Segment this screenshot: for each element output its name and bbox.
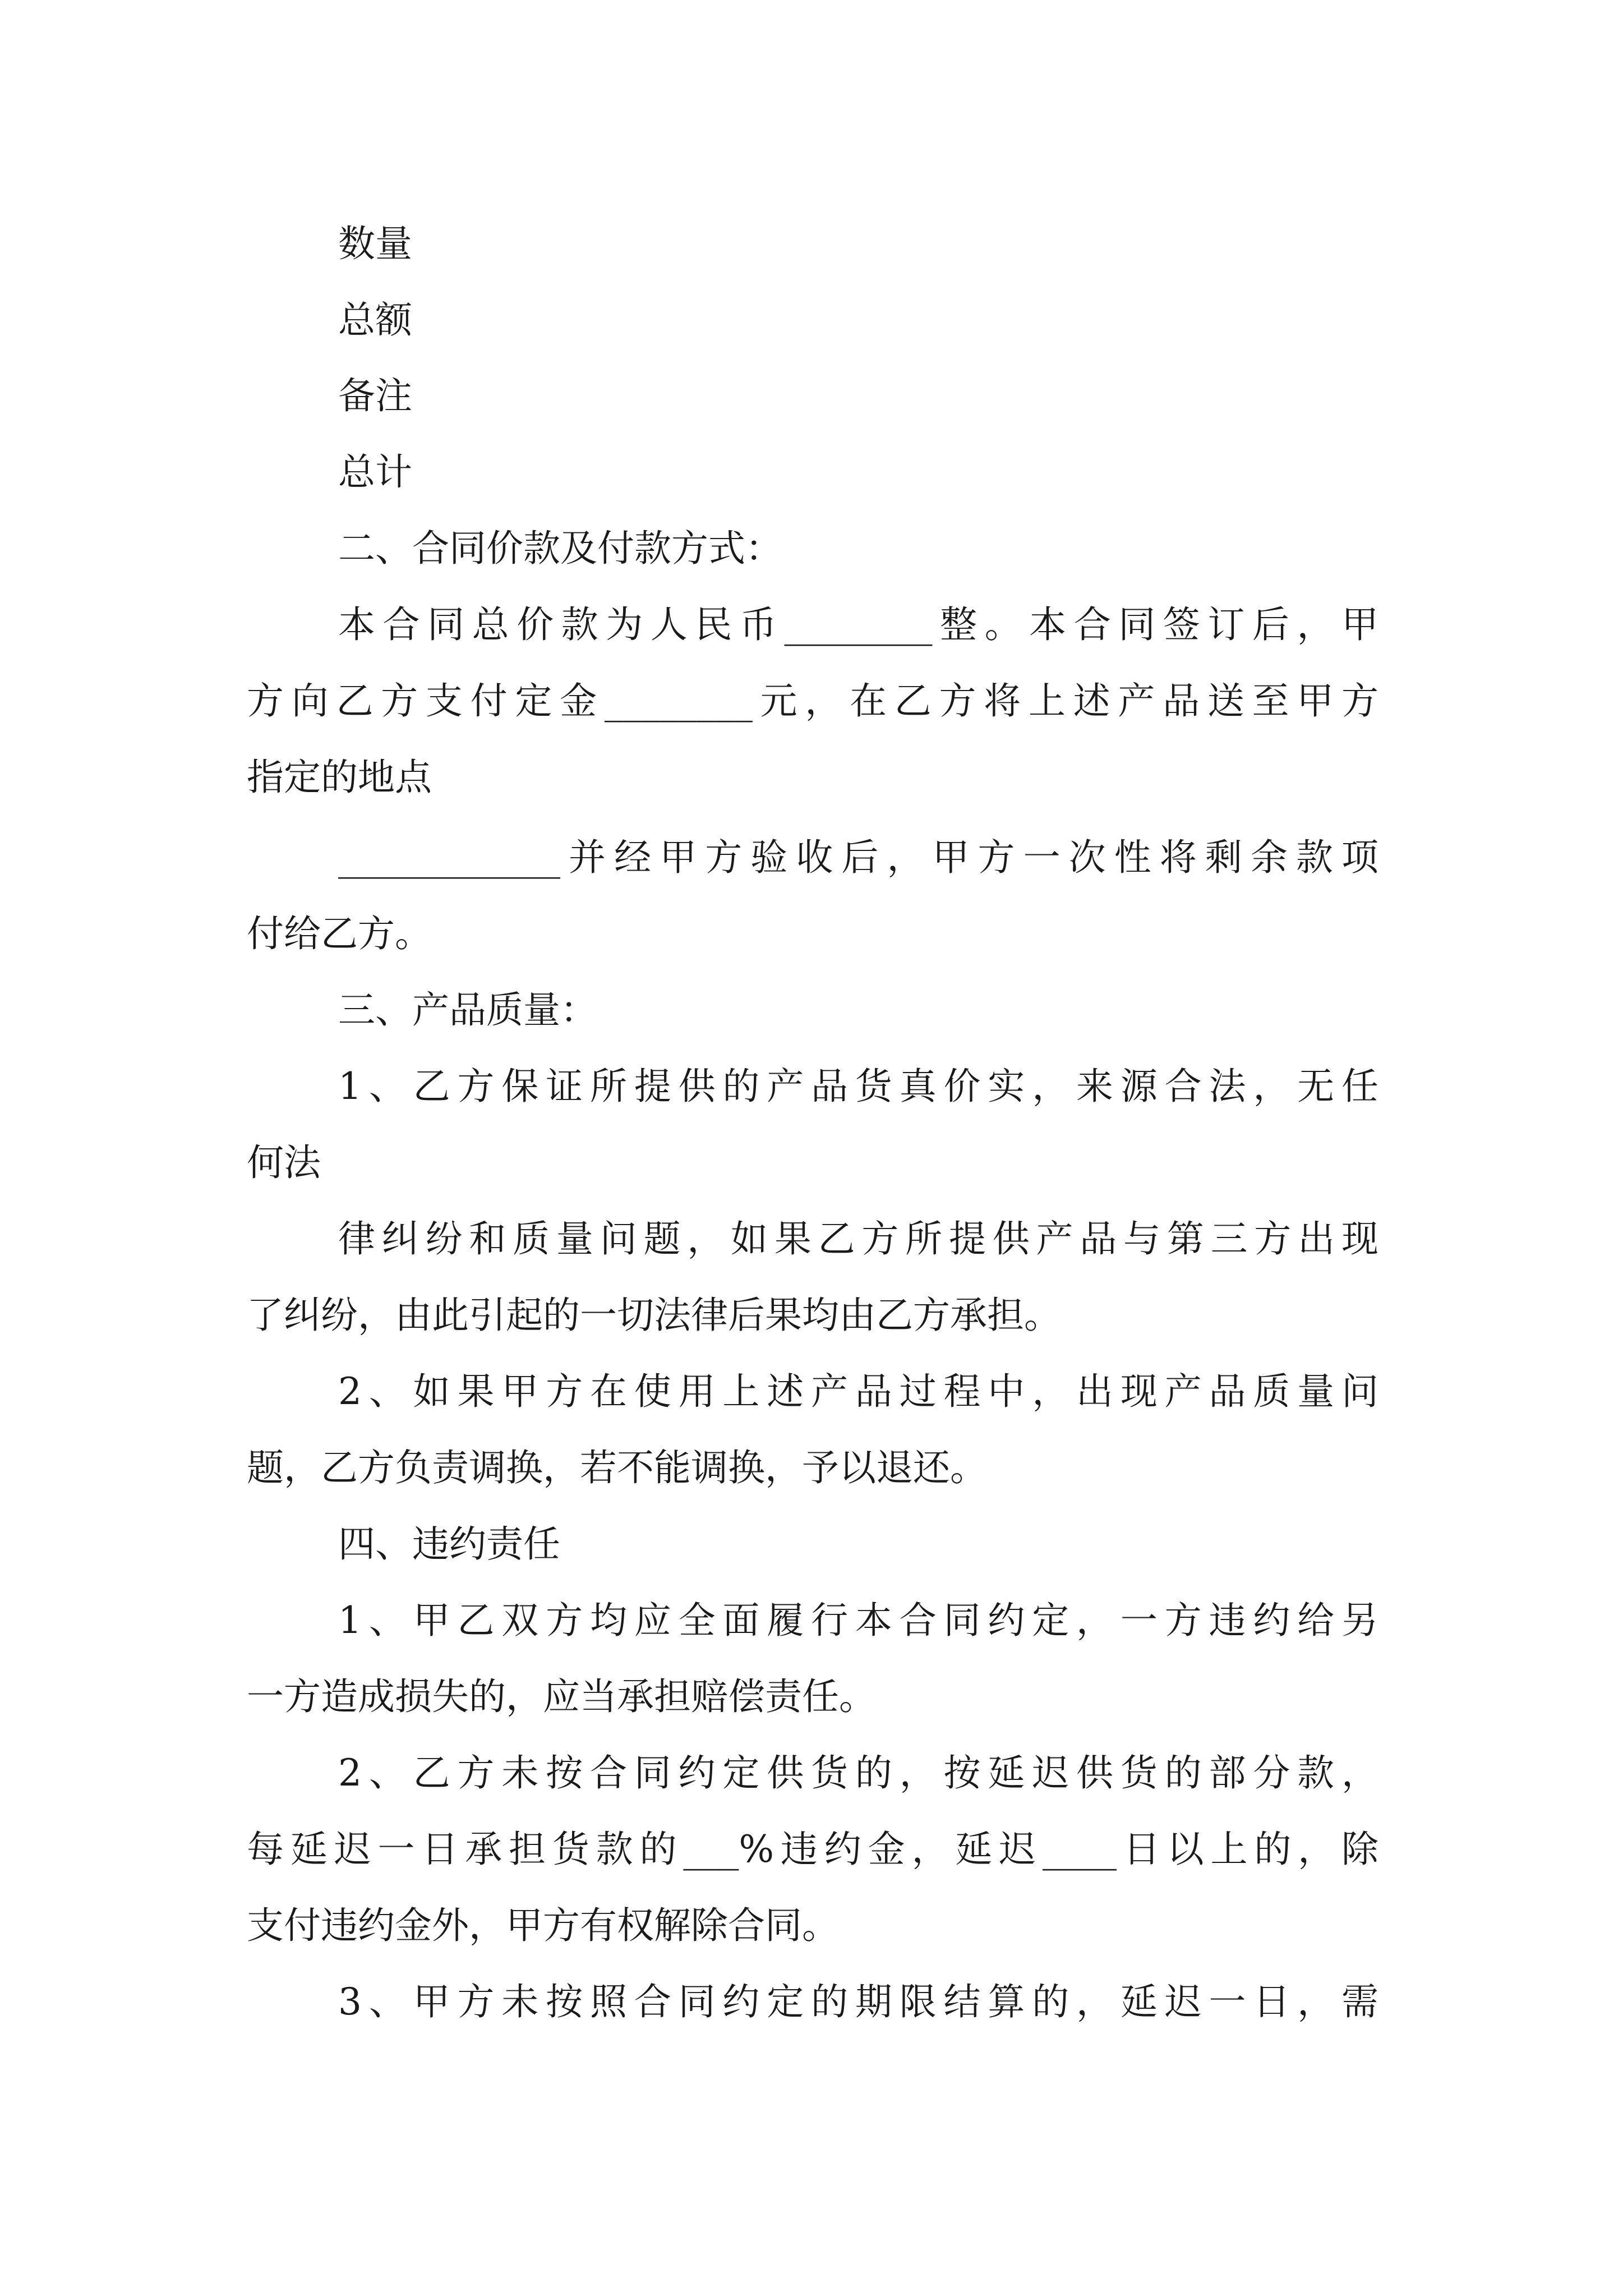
paragraph-line: 本合同总价款为人民币________整。本合同签订后，甲 bbox=[338, 603, 1378, 646]
table-row-label-quantity: 数量 bbox=[338, 222, 412, 265]
paragraph-line: 题，乙方负责调换，若不能调换，予以退还。 bbox=[247, 1446, 987, 1489]
table-row-label-remarks: 备注 bbox=[338, 374, 412, 417]
section-heading-product-quality: 三、产品质量： bbox=[338, 988, 597, 1032]
paragraph-line: ____________并经甲方验收后，甲方一次性将剩余款项 bbox=[338, 836, 1378, 879]
paragraph-line: 1、甲乙双方均应全面履行本合同约定，一方违约给另 bbox=[338, 1599, 1378, 1642]
paragraph-line: 1、乙方保证所提供的产品货真价实，来源合法，无任 bbox=[338, 1065, 1378, 1108]
paragraph-line: 了纠纷，由此引起的一切法律后果均由乙方承担。 bbox=[247, 1294, 1061, 1337]
paragraph-line: 律纠纷和质量问题，如果乙方所提供产品与第三方出现 bbox=[338, 1217, 1378, 1260]
table-row-label-total-amount: 总额 bbox=[338, 298, 412, 342]
section-heading-liability: 四、违约责任 bbox=[338, 1522, 560, 1566]
paragraph-line: 2、如果甲方在使用上述产品过程中，出现产品质量问 bbox=[338, 1370, 1378, 1413]
paragraph-line: 2、乙方未按合同约定供货的，按延迟供货的部分款， bbox=[338, 1751, 1378, 1795]
section-heading-price-payment: 二、合同价款及付款方式： bbox=[338, 527, 782, 570]
paragraph-line: 付给乙方。 bbox=[247, 912, 432, 955]
paragraph-line: 一方造成损失的，应当承担赔偿责任。 bbox=[247, 1675, 876, 1718]
paragraph-line: 方向乙方支付定金________元，在乙方将上述产品送至甲方 bbox=[247, 679, 1378, 723]
paragraph-line: 每延迟一日承担货款的___%违约金，延迟____日以上的，除 bbox=[247, 1828, 1378, 1871]
paragraph-line: 支付违约金外，甲方有权解除合同。 bbox=[247, 1904, 839, 1947]
paragraph-line: 指定的地点 bbox=[247, 756, 432, 799]
paragraph-line: 何法 bbox=[247, 1141, 321, 1184]
table-row-label-grand-total: 总计 bbox=[338, 450, 412, 494]
paragraph-line: 3、甲方未按照合同约定的期限结算的，延迟一日，需 bbox=[338, 1980, 1378, 2023]
